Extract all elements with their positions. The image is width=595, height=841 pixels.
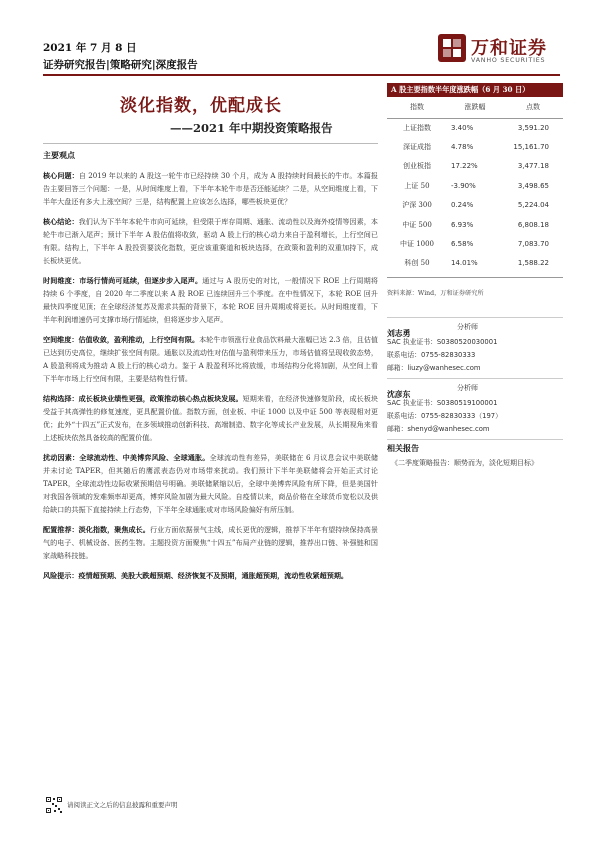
paragraph-text: 全球流动性有差异，美联储在 6 月议息会议中美联储并未讨论 TAPER，但其随后的鹰派表态仍对市场带来扰动。我们预计下半年美联储将会开始正式讨论 TAPER，全球流动性边际收紧预期信号明确。美联储紧缩以后，全球中美博弈风险有所下降，但是美国针对我国各领域的发难频率却更高，博弈风险加剧为最大风险。自疫情以来，商品价格在全球货币宽松以及供给缺口的共振下直接持续上行态势，下半年全球通胀或对市场风险偏好有所压制。 [43,453,378,514]
title-divider [43,143,378,144]
paragraph-label: 配置推荐：淡化指数，聚焦成长。 [43,525,150,534]
index-table [387,97,563,273]
company-logo [437,33,561,69]
table-cell: 14.01% [451,259,478,268]
table-cell: -3.90% [451,181,476,190]
table-cell: 3,498.65 [517,181,549,190]
table-cell: 深证成指 [403,143,431,152]
table-cell: 6.58% [451,240,474,249]
analyst-card [387,317,563,374]
body-paragraph [43,392,378,444]
table-row [387,254,563,273]
analyst-card [387,378,563,435]
related-report-link[interactable]: 《二季度策略报告：顺势而为，淡化短期目标》 [391,459,538,468]
paragraph-label: 扰动因素：全球流动性、中美博弈风险、全球通胀。 [43,453,210,462]
analyst-name-row [387,321,563,339]
footer-disclaimer: 请阅读正文之后的信息披露和重要声明 [67,801,178,809]
body-paragraph [43,215,378,267]
body-paragraph [43,333,378,385]
table-cell: 3,591.20 [517,123,549,132]
table-cell: 科创 50 [404,259,430,268]
paragraph-text: 本轮牛市领涨行业食品饮料最大涨幅已达 2.3 倍，且估值已达到历史高位，继续扩张空间有限。通胀以及流动性对估值与盈利带来压力，市场估值将呈现收敛态势，A 股盈利将成为推动 A 股上行的核心动力。鉴于 A 股盈利环比将放缓，市场结构分化将加剧，从空间上看下半年市场上行空间有限，主要是结构性行情。 [43,335,379,383]
paragraph-text: 我们认为下半年本轮牛市向可延续，但受限于库存周期、通胀、流动性以及海外疫情等因素，本轮牛市已渐入尾声；预计下半年 A 股估值将收敛，驱动 A 股上行的核心动力来自于盈利增长，上行空间已有限。结构上，下半年 A 股投资要淡化指数，更应该重赛道和板块选择，在政策和盈利的双重加持下，成长板块更优。 [43,217,379,265]
table-cell: 3,477.18 [517,162,549,171]
report-title: 淡化指数，优配成长 [120,96,282,116]
analyst-contact-line: SAC 执业证书：S0380519100001 [387,399,498,408]
table-cell: 上证指数 [403,123,431,132]
table-cell: 创业板指 [403,162,431,171]
paragraph-list [43,169,378,582]
body-paragraph [43,451,378,516]
table-cell: 5,224.04 [517,201,549,210]
paragraph-label: 核心结论： [43,217,79,226]
paragraph-label: 空间维度：估值收敛，盈利推动，上行空间有限。 [43,335,200,344]
index-table-header-row [387,97,563,118]
analyst-contact-line: 联系电话：0755-82830333 [387,350,476,359]
body-paragraph [43,169,378,208]
analyst-contact-line[interactable]: 邮箱：shenyd@wanhesec.com [387,424,490,433]
table-source: 资料来源：Wind，万和证券研究所 [387,290,484,298]
table-row [387,234,563,253]
table-row [387,118,563,137]
analyst-role: 分析师 [457,384,478,393]
analyst-name: 沈彦东 [387,390,411,400]
analyst-name-row [387,382,563,400]
table-row [387,176,563,195]
analyst-contact-line[interactable]: 邮箱：liuzy@wanhesec.com [387,363,481,372]
paragraph-label: 时间维度：市场行情尚可延续，但逐步步入尾声。 [43,276,203,285]
analyst-contact-line: 联系电话：0755-82830333（197） [387,411,502,420]
paragraph-label: 结构选择：成长板块业绩性更强，政策推动核心热点板块发展。 [43,394,243,403]
header-rule [43,74,560,76]
table-row [387,215,563,234]
table-cell: 17.22% [451,162,478,171]
analyst-contact-line: SAC 执业证书：S0380520030001 [387,338,498,347]
main-content [43,150,378,589]
column-header: 指数 [387,97,447,118]
paragraph-text: 行业方面依据景气主线，成长更优的逻辑，推荐下半年有望持续保持高景气的电子、机械设备、医药生物。主题投资方面聚焦“十四五”布局产业链的逻辑，推荐出口链、补强链和国家战略科技链。 [43,525,379,560]
table-cell: 7,083.70 [517,240,549,249]
logo-chinese-name: 万和证券 [471,38,547,59]
column-header: 涨跌幅 [447,97,503,118]
paragraph-text: 疫情超预期、美股大跌超预期、经济恢复不及预期，通胀超预期，流动性收紧超预期。 [78,571,349,580]
paragraph-text: 短期来看，在经济快速修复阶段，成长板块受益于其高弹性的修复速度，更具配置价值。指数方面，创业板、中证 1000 以及中证 500 等表现相对更优；此外“十四五”正式发布，在多领域推动创新科技、高端制造、数字化等成长产业发展，从长期视角来看上述板块依然具备较高的配置价值。 [43,394,378,442]
body-paragraph [43,569,378,582]
paragraph-label: 核心问题： [43,171,79,180]
related-reports-heading: 相关报告 [387,439,563,454]
qr-code-icon [45,796,63,814]
table-cell: 15,161.70 [513,143,549,152]
related-reports-list [387,457,563,470]
logo-english-name: VANHO SECURITIES [471,57,546,64]
analyst-role: 分析师 [457,323,478,332]
table-cell: 上证 50 [404,181,430,190]
analyst-list [387,317,563,435]
analyst-name: 刘志勇 [387,329,411,339]
report-date: 2021 年 7 月 8 日 [43,42,137,54]
table-cell: 沪深 300 [402,201,432,210]
report-type: 证券研究报告|策略研究|深度报告 [43,59,198,71]
index-table-body [387,118,563,273]
paragraph-text: 自 2019 年以来的 A 股这一轮牛市已经持续 30 个月，成为 A 股持续时间最长的牛市。本篇报告主要回答三个问题：一是，从时间维度上看，下半年本轮牛市是否还能延续？二是，从空间维度上看，下半年大盘还有多大上涨空间？三是，结构配置上应该怎么选择，哪些板块更优？ [43,171,378,206]
table-bottom-rule [387,277,563,278]
table-cell: 6.93% [451,220,474,229]
report-subtitle: ——2021 年中期投资策略报告 [170,121,333,135]
table-cell: 6,808.18 [517,220,549,229]
report-header [0,0,595,80]
paragraph-label: 风险提示： [43,571,79,580]
table-cell: 4.78% [451,143,474,152]
column-header: 点数 [503,97,563,118]
table-cell: 1,588.22 [517,259,549,268]
section-heading: 主要观点 [43,150,75,160]
table-row [387,157,563,176]
index-table-title: A 股主要指数半年度涨跌幅（6 月 30 日） [387,83,563,97]
table-cell: 中证 1000 [399,240,435,249]
sidebar [387,83,563,470]
table-cell: 3.40% [451,123,474,132]
body-paragraph [43,274,378,326]
body-paragraph [43,523,378,562]
table-row [387,196,563,215]
table-cell: 中证 500 [402,220,432,229]
paragraph-text: 通过与 A 股历史的对比，一般情况下 ROE 上行周期将持续 6 个季度，自 2020 年二季度以来 A 股 ROE 已连续回升三个季度。在中性情况下，本轮 ROE 回升最快四季度见顶；在全球经济复苏及需求共振的背景下，本轮 ROE 回升周期或将更长。从时间维度看，下半年利润增速仍可支撑市场行情延续，但将逐步步入尾声。 [43,276,378,324]
table-cell: 0.24% [451,201,474,210]
table-row [387,137,563,156]
vanho-logo-icon [437,33,467,63]
